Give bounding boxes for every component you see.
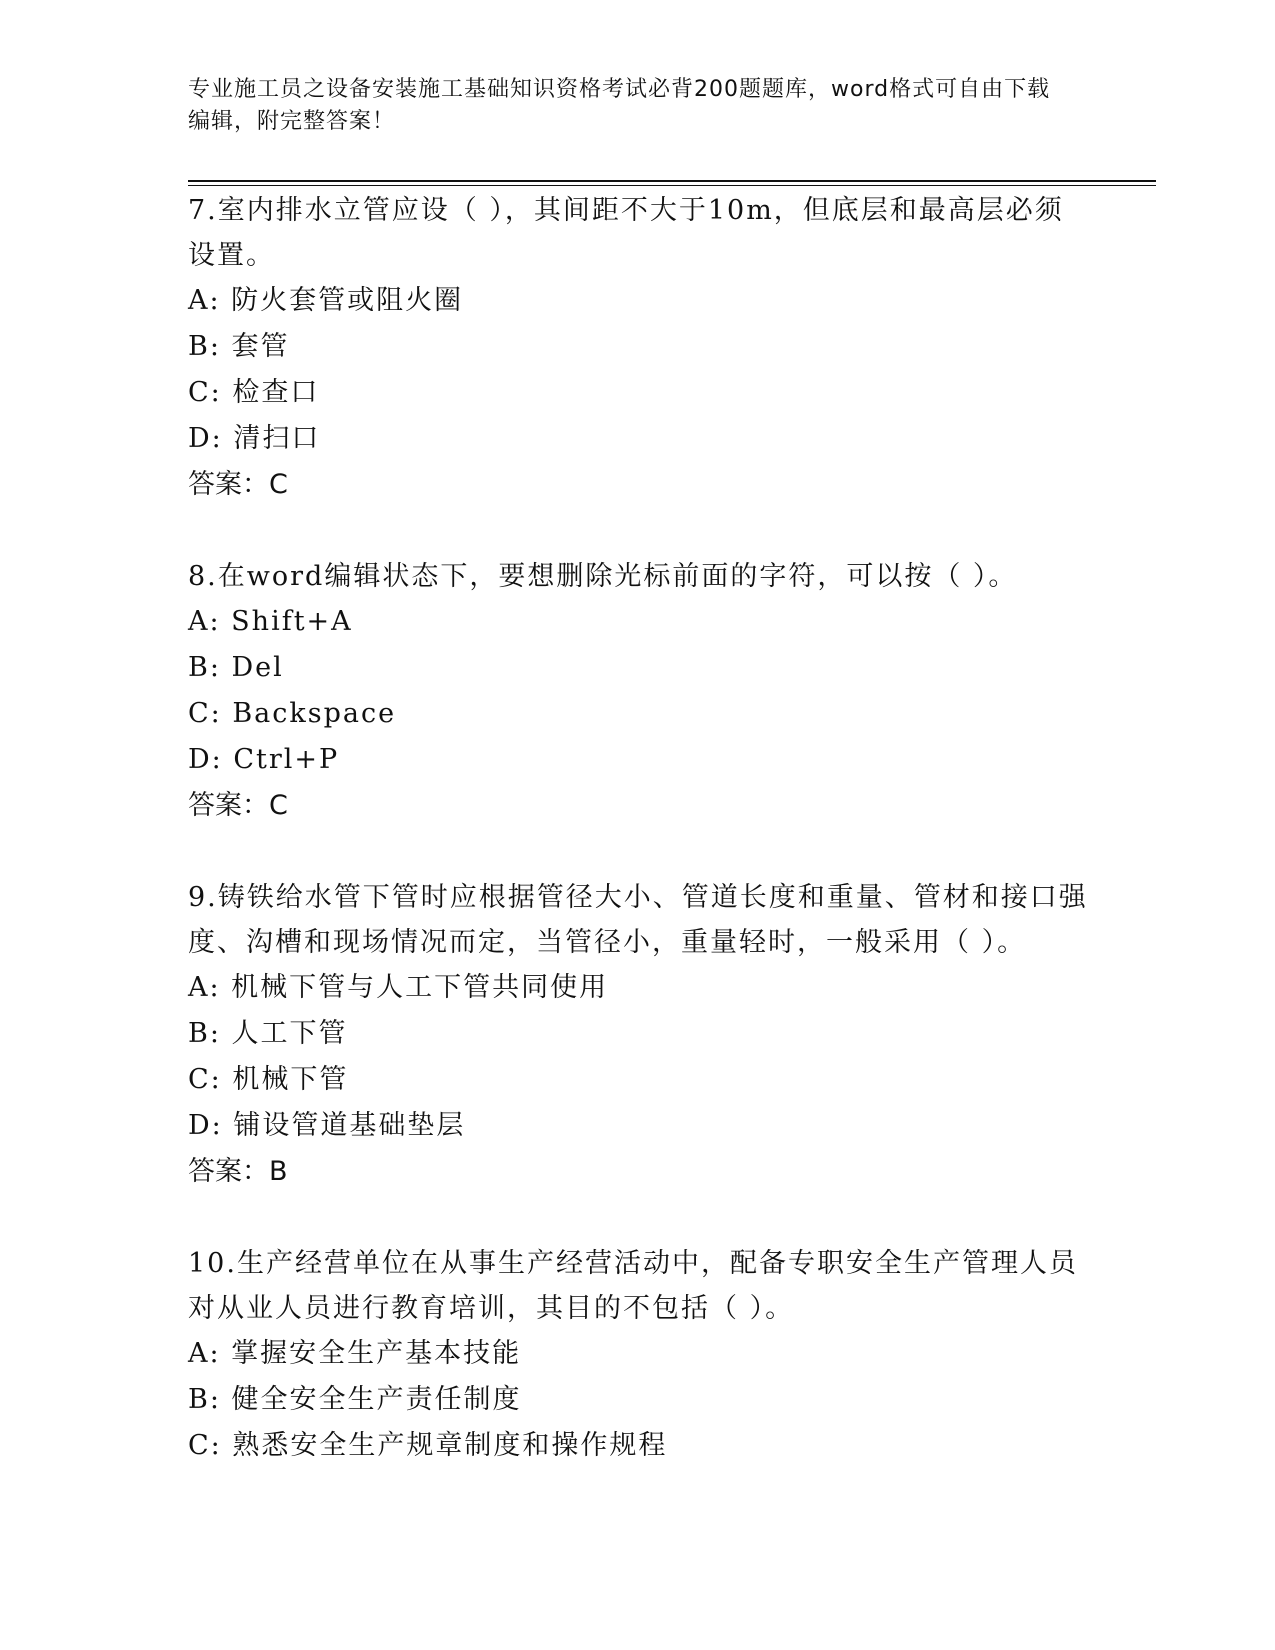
option-b: B: 套管	[188, 331, 290, 362]
option-c: C: 熟悉安全生产规章制度和操作规程	[188, 1430, 668, 1461]
question-stem: 10.生产经营单位在从事生产经营活动中，配备专职安全生产管理人员对从业人员进行教育培训，其目的不包括（ ）。	[188, 1248, 1078, 1324]
question-stem: 8.在word编辑状态下，要想删除光标前面的字符，可以按（ ）。	[188, 561, 1018, 592]
question-stem: 9.铸铁给水管下管时应根据管径大小、管道长度和重量、管材和接口强度、沟槽和现场情况而定，当管径小，重量轻时，一般采用（ ）。	[188, 882, 1088, 958]
header-divider-thick	[188, 180, 1156, 182]
question-10	[188, 1241, 1088, 1469]
question-list	[188, 188, 1088, 1515]
option-d: D: Ctrl+P	[188, 744, 340, 775]
option-c: C: 检查口	[188, 377, 320, 408]
option-a: A: 机械下管与人工下管共同使用	[188, 972, 609, 1003]
document-header: 专业施工员之设备安装施工基础知识资格考试必背200题题库，word格式可自由下载编辑，附完整答案！	[188, 77, 1051, 134]
answer-line: 答案：C	[188, 790, 288, 821]
option-b: B: Del	[188, 652, 284, 683]
header-divider-thin	[188, 185, 1156, 186]
option-c: C: 机械下管	[188, 1064, 349, 1095]
option-b: B: 健全安全生产责任制度	[188, 1384, 522, 1415]
question-8	[188, 554, 1088, 829]
option-a: A: 防火套管或阻火圈	[188, 285, 464, 316]
option-b: B: 人工下管	[188, 1018, 348, 1049]
question-stem: 7.室内排水立管应设（ ），其间距不大于10m，但底层和最高层必须设置。	[188, 195, 1064, 271]
question-9	[188, 875, 1088, 1195]
option-d: D: 铺设管道基础垫层	[188, 1110, 466, 1141]
answer-line: 答案：B	[188, 1156, 288, 1187]
option-c: C: Backspace	[188, 698, 397, 729]
option-d: D: 清扫口	[188, 423, 321, 454]
question-7	[188, 188, 1088, 508]
option-a: A: 掌握安全生产基本技能	[188, 1338, 522, 1369]
answer-line: 答案：C	[188, 469, 288, 500]
option-a: A: Shift+A	[188, 606, 353, 637]
